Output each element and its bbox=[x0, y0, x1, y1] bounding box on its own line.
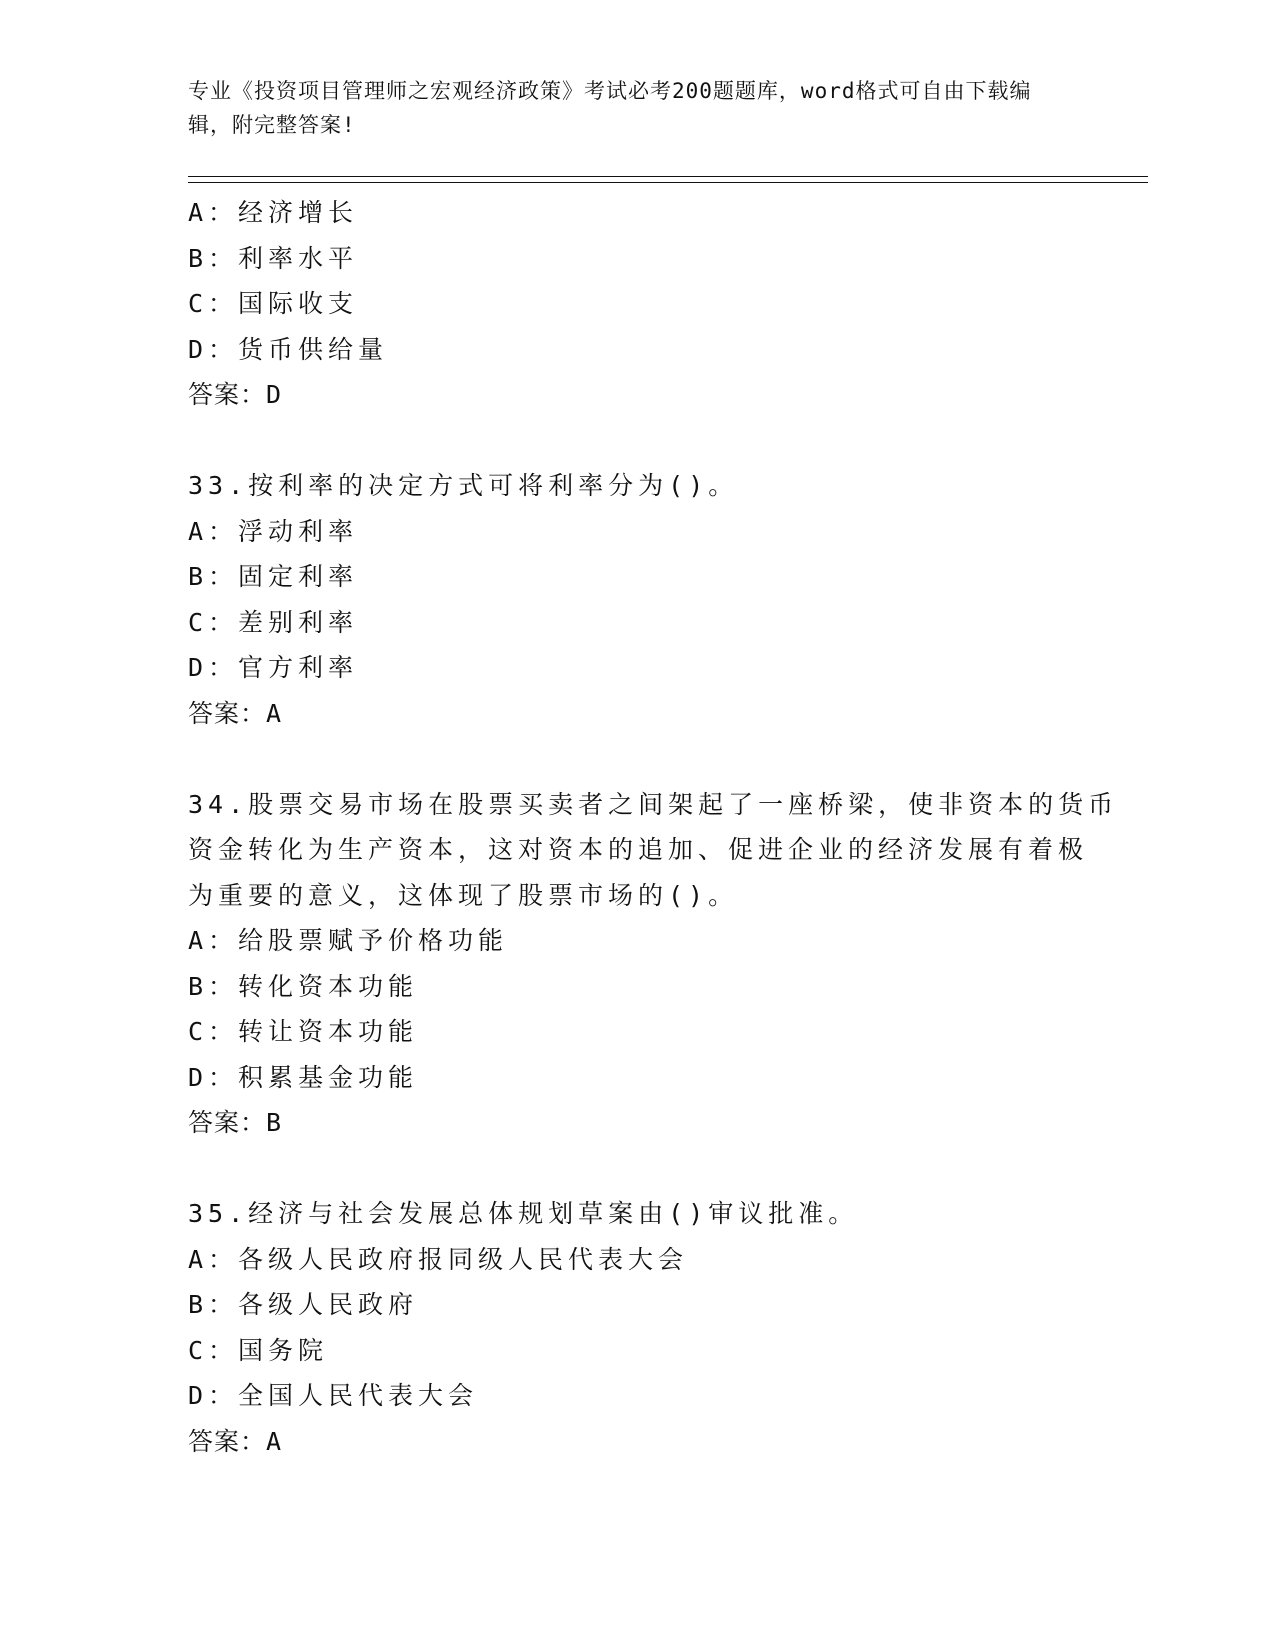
question-text: 33.按利率的决定方式可将利率分为()。 bbox=[188, 471, 739, 500]
option-a: A：浮动利率 bbox=[188, 516, 359, 546]
answer-line bbox=[188, 1419, 1088, 1465]
option-c: C：国务院 bbox=[188, 1335, 329, 1365]
answer-value: A bbox=[266, 1426, 283, 1456]
question-text: 35.经济与社会发展总体规划草案由()审议批准。 bbox=[188, 1199, 859, 1228]
question-block bbox=[188, 463, 1088, 736]
question-block bbox=[188, 1191, 1088, 1464]
question-block bbox=[188, 190, 1088, 418]
answer-label: 答案： bbox=[188, 698, 267, 728]
option-c: C：转让资本功能 bbox=[188, 1017, 419, 1046]
question-block bbox=[188, 782, 1119, 1146]
answer-line bbox=[188, 372, 1088, 418]
header-title: 专业《投资项目管理师之宏观经济政策》考试必考200题题库，word格式可自由下载编辑，附完整答案! bbox=[188, 79, 1032, 137]
answer-label: 答案： bbox=[188, 380, 267, 409]
option-b: B：固定利率 bbox=[188, 562, 359, 591]
option-d: D：全国人民代表大会 bbox=[188, 1381, 479, 1410]
option-b: B：利率水平 bbox=[188, 243, 359, 273]
question-text-line: 资金转化为生产资本，这对资本的追加、促进企业的经济发展有着极 bbox=[188, 835, 1089, 864]
option-a: A：各级人民政府报同级人民代表大会 bbox=[188, 1244, 689, 1274]
header-divider-thin bbox=[188, 182, 1148, 183]
answer-value: B bbox=[266, 1108, 283, 1137]
option-d: D：官方利率 bbox=[188, 653, 359, 682]
header-divider bbox=[188, 176, 1148, 177]
option-a: A：给股票赋予价格功能 bbox=[188, 926, 509, 955]
option-c: C：国际收支 bbox=[188, 289, 359, 318]
option-a: A：经济增长 bbox=[188, 198, 359, 227]
answer-line bbox=[188, 1100, 1088, 1146]
answer-label: 答案： bbox=[188, 1426, 267, 1456]
option-b: B：转化资本功能 bbox=[188, 971, 419, 1001]
document-header bbox=[188, 74, 1068, 142]
answer-value: D bbox=[266, 380, 283, 409]
question-text-line: 为重要的意义，这体现了股票市场的()。 bbox=[188, 880, 739, 910]
question-text-line: 34.股票交易市场在股票买卖者之间架起了一座桥梁，使非资本的货币 bbox=[188, 789, 1119, 819]
option-c: C：差别利率 bbox=[188, 607, 359, 637]
option-b: B：各级人民政府 bbox=[188, 1290, 419, 1319]
answer-line bbox=[188, 691, 1088, 737]
answer-value: A bbox=[266, 698, 283, 728]
option-d: D：货币供给量 bbox=[188, 334, 389, 364]
answer-label: 答案： bbox=[188, 1108, 267, 1137]
question-list bbox=[188, 190, 1119, 1510]
option-d: D：积累基金功能 bbox=[188, 1062, 419, 1092]
